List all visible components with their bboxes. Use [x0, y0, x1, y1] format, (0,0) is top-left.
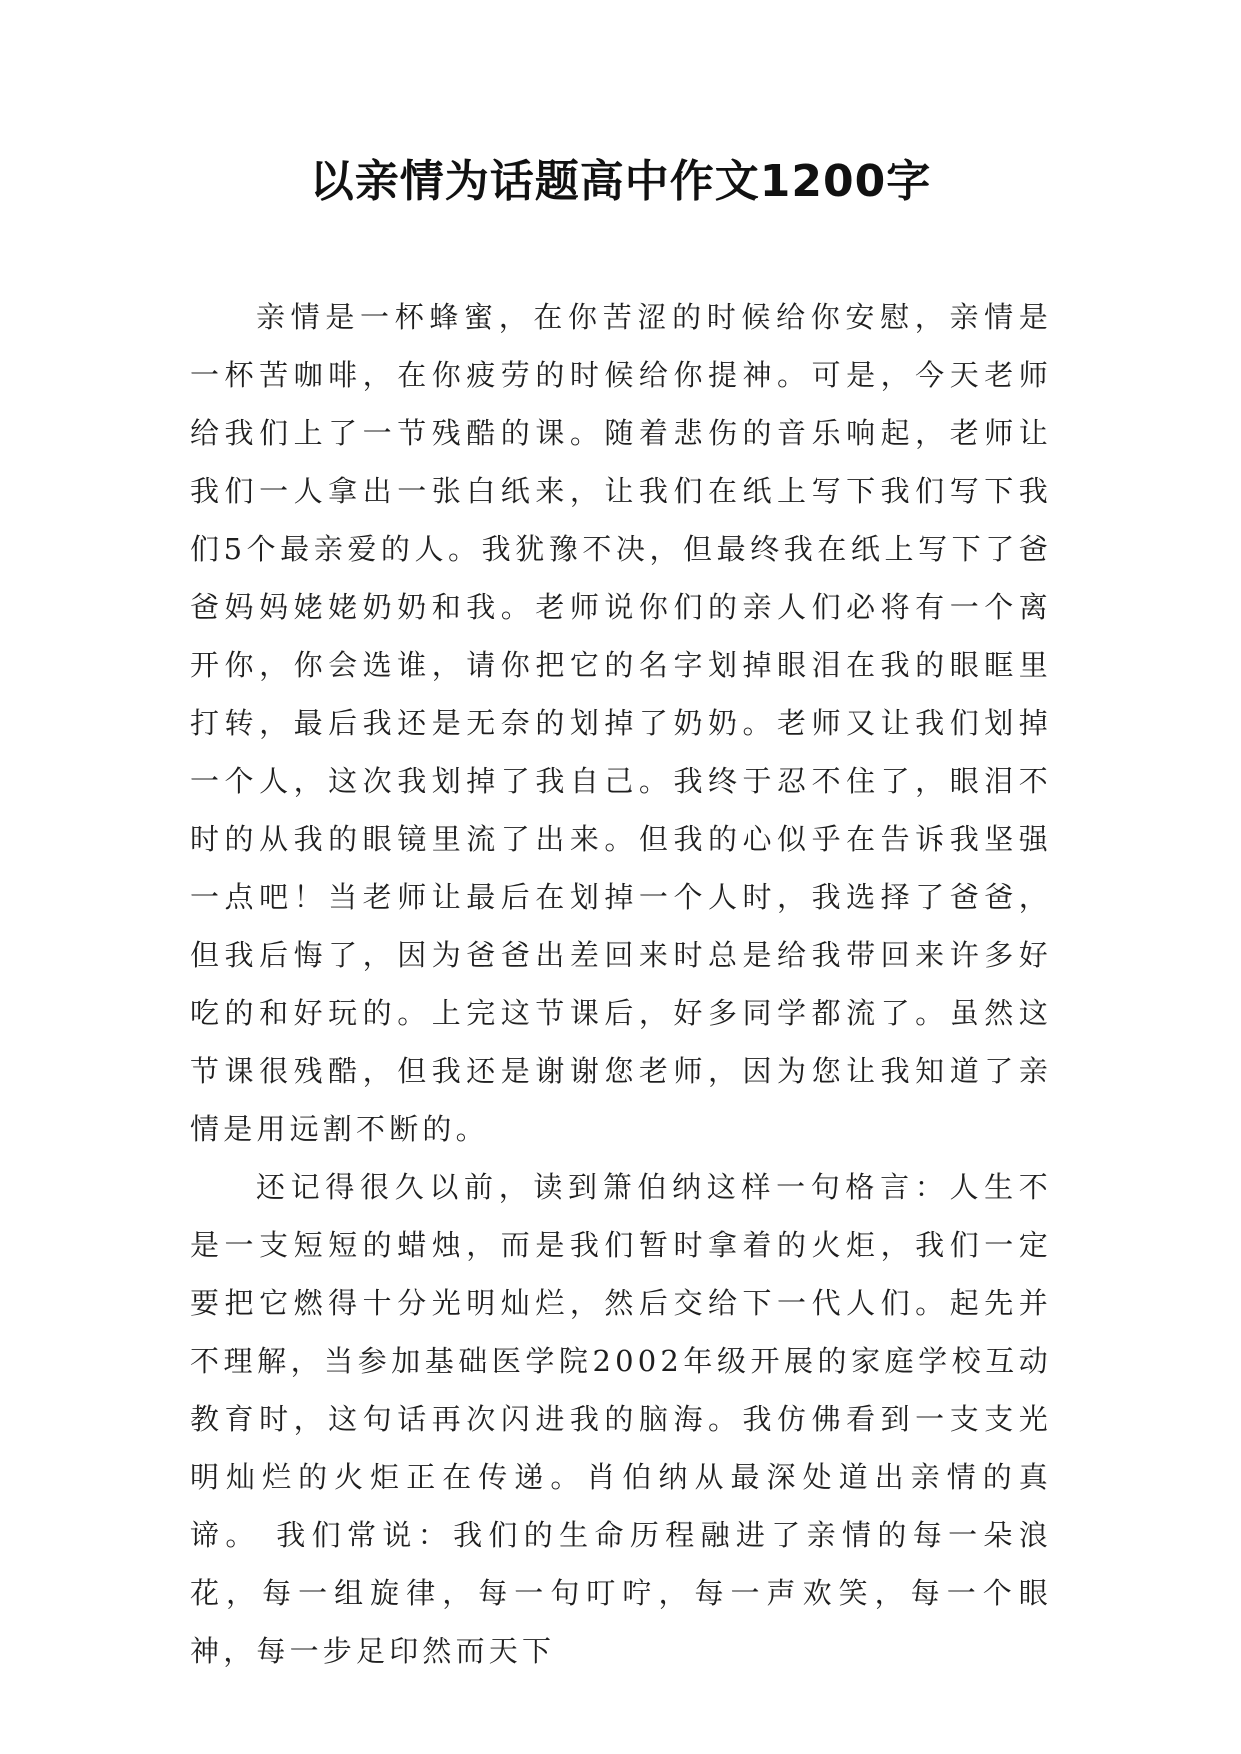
document-title: 以亲情为话题高中作文1200字 [309, 156, 932, 207]
paragraph-2: 还记得很久以前，读到箫伯纳这样一句格言：人生不是一支短短的蜡烛，而是我们暂时拿着的火炬，我们一定要把它燃得十分光明灿烂，然后交给下一代人们。起先并不理解，当参加基础医学院2002年级开展的家庭学校互动教育时，这句话再次闪进我的脑海。我仿佛看到一支支光明灿烂的火炬正在传递。肖伯纳从最深处道出亲情的真谛。 我们常说：我们的生命历程融进了亲情的每一朵浪花，每一组旋律，每一句叮咛，每一声欢笑，每一个眼神，每一步足印然而天下 [190, 1170, 1052, 1668]
paragraph-1: 亲情是一杯蜂蜜，在你苦涩的时候给你安慰，亲情是一杯苦咖啡，在你疲劳的时候给你提神。可是，今天老师给我们上了一节残酷的课。随着悲伤的音乐响起，老师让我们一人拿出一张白纸来，让我们在纸上写下我们写下我们5个最亲爱的人。我犹豫不决，但最终我在纸上写下了爸爸妈妈姥姥奶奶和我。老师说你们的亲人们必将有一个离开你，你会选谁，请你把它的名字划掉眼泪在我的眼眶里打转，最后我还是无奈的划掉了奶奶。老师又让我们划掉一个人，这次我划掉了我自己。我终于忍不住了，眼泪不时的从我的眼镜里流了出来。但我的心似乎在告诉我坚强一点吧！当老师让最后在划掉一个人时，我选择了爸爸，但我后悔了，因为爸爸出差回来时总是给我带回来许多好吃的和好玩的。上完这节课后，好多同学都流了。虽然这节课很残酷，但我还是谢谢您老师，因为您让我知道了亲情是用远割不断的。 [190, 300, 1052, 1146]
document-body [190, 288, 1052, 1680]
